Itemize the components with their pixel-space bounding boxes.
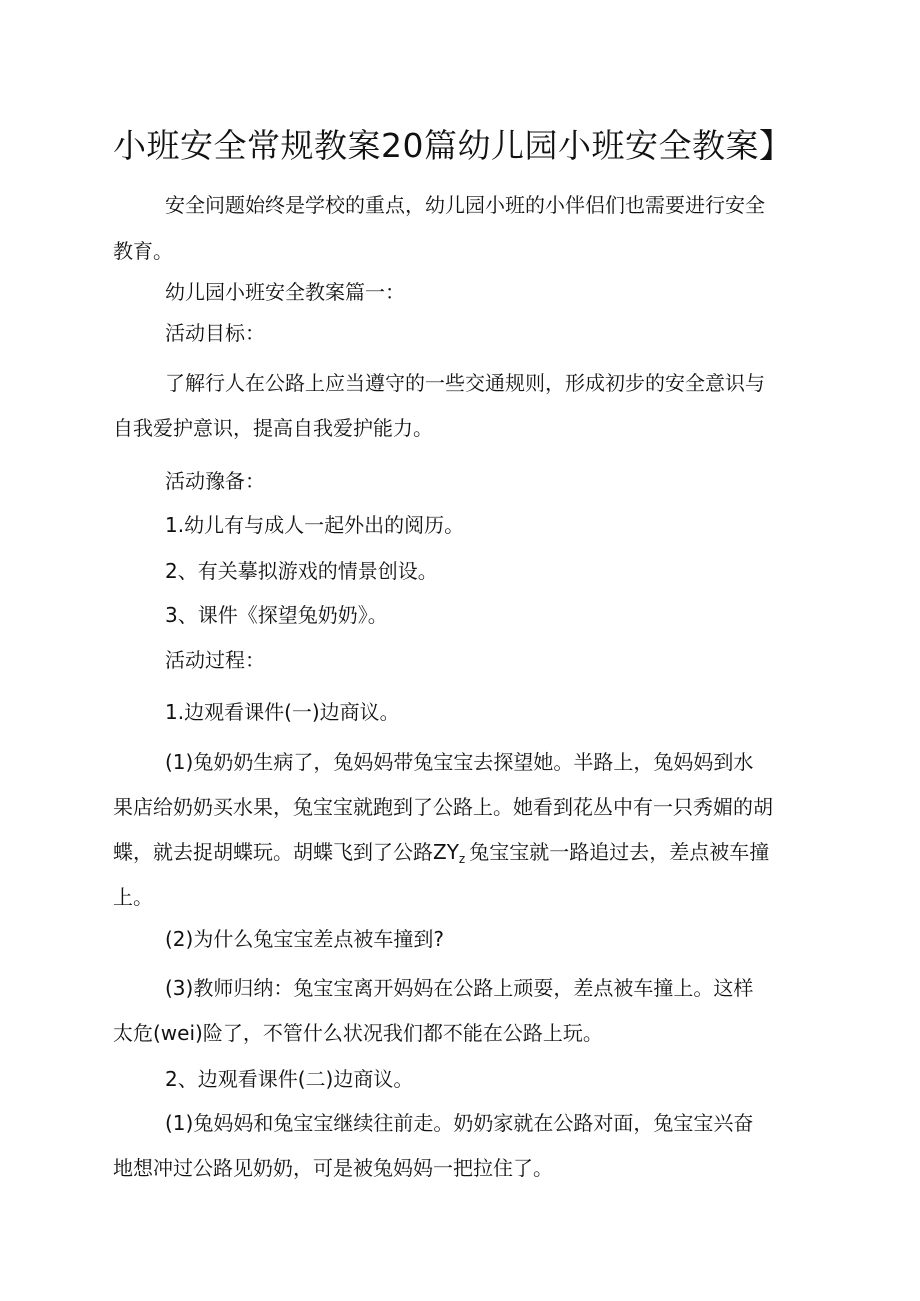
list-item: 1.幼儿有与成人一起外出的阅历。 <box>165 513 465 537</box>
paragraph-line: (3)教师归纳：兔宝宝离开妈妈在公路上顽耍，差点被车撞上。这样 <box>165 976 754 1000</box>
list-item: 3、课件《探望兔奶奶》。 <box>165 603 388 627</box>
text-segment: 蝶，就去捉胡蝶玩。胡蝶飞到了公路ZY <box>113 840 459 864</box>
text-segment: 兔宝宝就一路追过去，差点被车撞 <box>469 840 770 864</box>
list-item: 2、边观看课件(二)边商议。 <box>165 1067 414 1091</box>
paragraph-line <box>113 837 769 874</box>
section-heading: 活动过程： <box>165 648 265 672</box>
paragraph-line: 地想冲过公路见奶奶，可是被兔妈妈一把拉住了。 <box>113 1156 553 1180</box>
paragraph-line: (1)兔妈妈和兔宝宝继续往前走。奶奶家就在公路对面，兔宝宝兴奋 <box>165 1111 754 1135</box>
section-heading: 幼儿园小班安全教案篇一： <box>165 280 405 304</box>
paragraph-line: 教育。 <box>113 239 173 263</box>
paragraph-line: 安全问题始终是学校的重点，幼儿园小班的小伴侣们也需要进行安全 <box>165 193 765 217</box>
section-heading: 活动目标： <box>165 321 265 345</box>
paragraph-line: 了解行人在公路上应当遵守的一些交通规则，形成初步的安全意识与 <box>165 371 765 395</box>
paragraph-line: (2)为什么兔宝宝差点被车撞到? <box>165 927 444 951</box>
list-item: 2、有关摹拟游戏的情景创设。 <box>165 559 438 583</box>
paragraph-line: 上。 <box>113 885 153 909</box>
paragraph-line: (1)兔奶奶生病了，兔妈妈带兔宝宝去探望她。半路上，兔妈妈到水 <box>165 750 754 774</box>
document-title: 小班安全常规教案20篇幼儿园小班安全教案】 <box>113 126 793 165</box>
list-item: 1.边观看课件(一)边商议。 <box>165 700 400 724</box>
paragraph-line: 太危(wei)险了，不管什么状况我们都不能在公路上玩。 <box>113 1021 603 1045</box>
subscript-text: z <box>458 852 466 866</box>
paragraph-line: 自我爱护意识，提高自我爱护能力。 <box>113 416 433 440</box>
section-heading: 活动豫备： <box>165 469 265 493</box>
paragraph-line: 果店给奶奶买水果，兔宝宝就跑到了公路上。她看到花丛中有一只秀媚的胡 <box>113 795 773 819</box>
